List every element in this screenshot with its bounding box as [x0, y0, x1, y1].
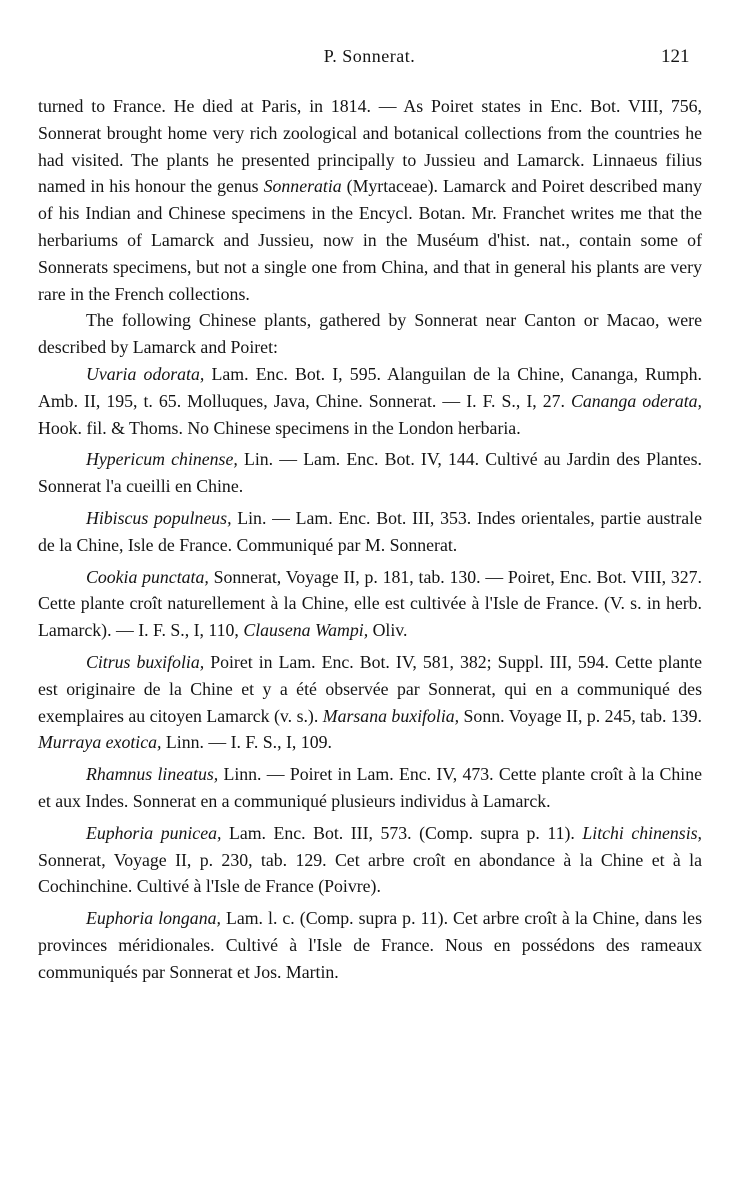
- text-run: Lin. — Lam. Enc. Bot. IV, 144. Cultivé au Jardin des Plantes. Sonnerat l'a cueilli en Chine.: [38, 449, 702, 497]
- italic-taxon-name: Uvaria odorata,: [86, 363, 205, 384]
- text-run: Linn. — I. F. S., I, 109.: [161, 732, 332, 753]
- italic-taxon-name: Litchi chinensis,: [582, 822, 703, 843]
- paragraph: [38, 649, 702, 756]
- text-run: Sonn. Voyage II, p. 245, tab. 139.: [459, 705, 702, 726]
- italic-taxon-name: Citrus buxifolia,: [86, 651, 205, 672]
- paragraph: [38, 905, 702, 985]
- text-run: (Myrtaceae). Lamarck and Poiret described many of his Indian and Chinese specimens in the Encycl. Botan. Mr. Franchet writes me that the herbariums of Lamarck and Jussieu, now in the Muséum d'hist. nat., contain some of Sonnerats specimens, but not a single one from China, and that in general his plants are very rare in the French collections.: [38, 176, 702, 304]
- text-run: Linn. — Poiret in Lam. Enc. IV, 473. Cette plante croît à la Chine et aux Indes. Sonnerat en a communiqué plusieurs individus à Lamarck.: [38, 764, 702, 811]
- paragraph: [38, 564, 702, 644]
- paragraph: [38, 820, 702, 900]
- italic-taxon-name: Murraya exotica,: [38, 732, 162, 753]
- italic-taxon-name: Euphoria punicea,: [86, 822, 222, 843]
- page-number: 121: [661, 46, 690, 67]
- italic-taxon-name: Hibiscus populneus,: [86, 507, 232, 528]
- paragraph: [38, 361, 702, 441]
- italic-taxon-name: Rhamnus lineatus,: [86, 764, 219, 785]
- body-text: [38, 93, 702, 986]
- text-run: Oliv.: [368, 620, 408, 641]
- text-run: Lam. l. c. (Comp. supra p. 11). Cet arbre croît à la Chine, dans les provinces méridionales. Cultivé à l'Isle de France. Nous en possédons des rameaux communiqués par Sonnerat et Jos. Martin.: [38, 908, 702, 982]
- text-run: Lam. Enc. Bot. III, 573. (Comp. supra p. 11).: [221, 822, 583, 843]
- italic-taxon-name: Hypericum chinense,: [86, 449, 238, 470]
- italic-taxon-name: Euphoria longana,: [86, 908, 221, 929]
- text-run: Lam. Enc. Bot. I, 595. Alanguilan de la Chine, Cananga, Rumph. Amb. II, 195, t. 65. Molluques, Java, Chine. Sonnerat. — I. F. S., I, 27.: [38, 363, 702, 411]
- text-run: Hook. fil. & Thoms. No Chinese specimens in the London herbaria.: [38, 417, 521, 438]
- paragraph: [38, 505, 702, 559]
- paragraph: [38, 446, 702, 500]
- italic-taxon-name: Marsana buxifolia,: [322, 705, 460, 726]
- paragraph: [38, 93, 702, 307]
- text-run: Poiret in Lam. Enc. Bot. IV, 581, 382; Suppl. III, 594. Cette plante est originaire de la Chine et y a été observée par Sonnerat, qui en a communiqué des exemplaires au citoyen Lamarck (v. s.).: [38, 651, 702, 726]
- paragraph: [38, 761, 702, 815]
- text-run: turned to France. He died at Paris, in 1814. — As Poiret states in Enc. Bot. VIII, 756, Sonnerat brought home very rich zoological and botanical collections from the countries he had visited. The plants he presented principally to Jussieu and Lamarck. Linnaeus filius named in his honour the genus: [38, 96, 702, 197]
- text-run: Sonnerat, Voyage II, p. 181, tab. 130. — Poiret, Enc. Bot. VIII, 327. Cette plante croît naturellement à la Chine, elle est cultivée à l'Isle de France. (V. s. in herb. Lamarck). — I. F. S., I, 110,: [38, 566, 702, 641]
- text-run: The following Chinese plants, gathered by Sonnerat near Canton or Macao, were described by Lamarck and Poiret:: [38, 310, 702, 358]
- italic-taxon-name: Cookia punctata,: [86, 566, 209, 587]
- italic-taxon-name: Sonneratia: [263, 176, 342, 197]
- text-run: Lin. — Lam. Enc. Bot. III, 353. Indes orientales, partie australe de la Chine, Isle de France. Communiqué par M. Sonnerat.: [38, 507, 702, 555]
- running-header: P. Sonnerat.: [323, 46, 416, 66]
- italic-taxon-name: Clausena Wampi,: [243, 620, 369, 641]
- paragraph: [38, 307, 702, 361]
- italic-taxon-name: Cananga oderata,: [571, 390, 702, 411]
- text-run: Sonnerat, Voyage II, p. 230, tab. 129. Cet arbre croît en abondance à la Chine et à la Cochinchine. Cultivé à l'Isle de France (Poivre).: [38, 849, 702, 897]
